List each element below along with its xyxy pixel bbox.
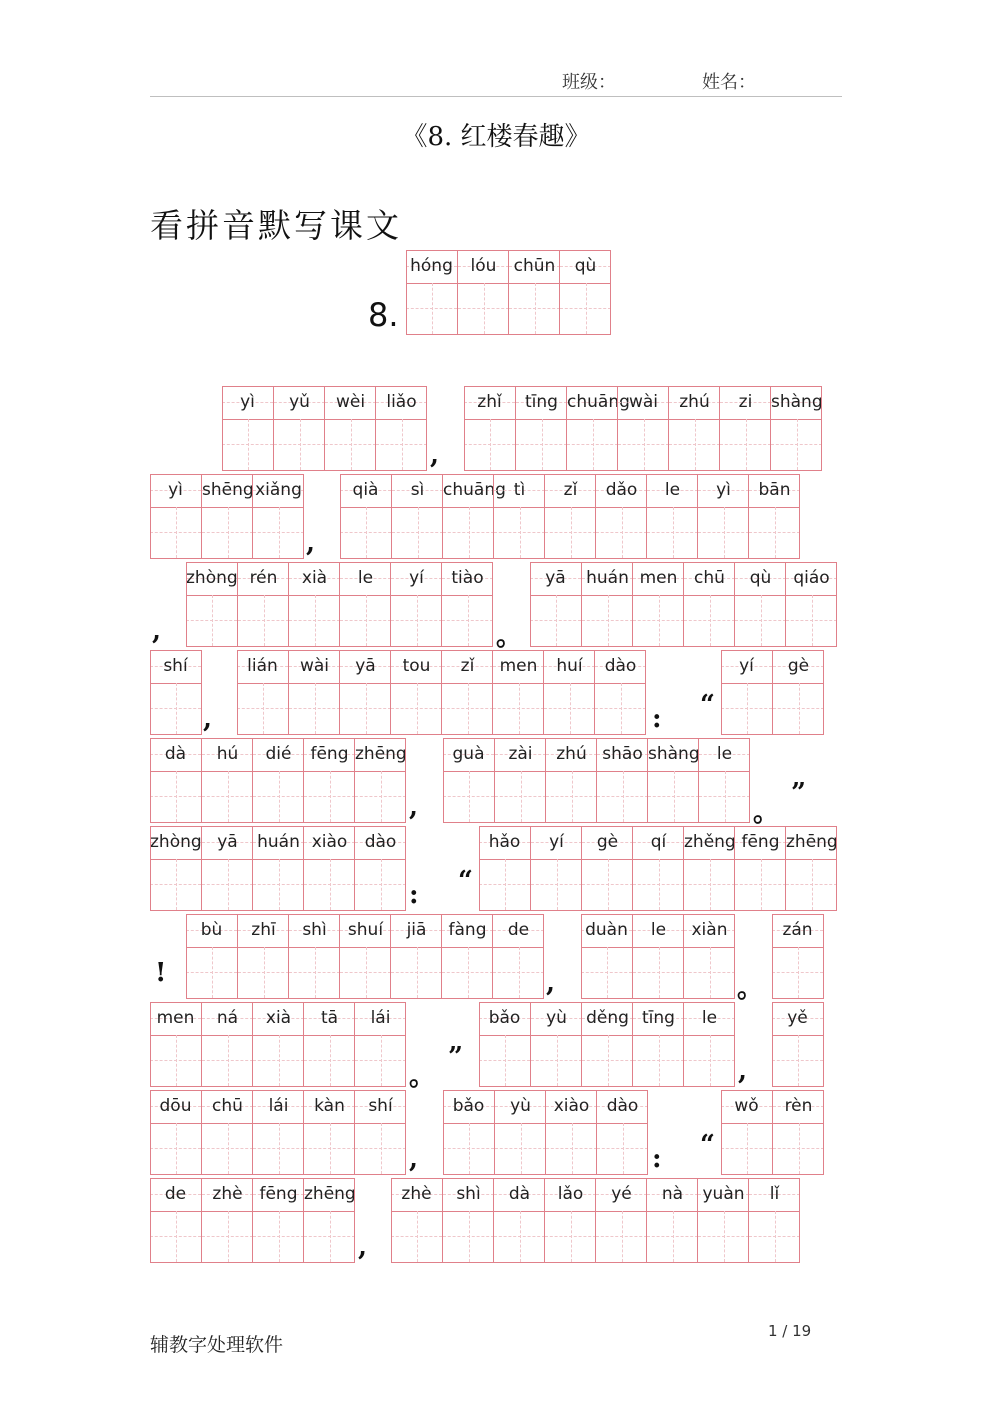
punctuation-mark: : <box>652 1144 662 1174</box>
punctuation-mark: : <box>409 880 419 910</box>
pinyin-label: xiǎng <box>255 480 302 500</box>
name-label: 姓名： <box>702 72 756 93</box>
pinyin-label: yǔ <box>289 392 310 412</box>
punctuation-mark: , <box>430 440 440 470</box>
grid-frame <box>772 1002 824 1087</box>
pinyin-label: rèn <box>784 1096 813 1116</box>
grid-frame <box>150 738 406 823</box>
pinyin-label: guà <box>452 744 485 764</box>
pinyin-label: yí <box>739 656 754 676</box>
pinyin-label: shēng <box>202 480 254 500</box>
grid-group <box>581 914 735 999</box>
pinyin-label: bǎo <box>488 1008 521 1028</box>
pinyin-label: chū <box>694 568 725 588</box>
pinyin-label: yì <box>716 480 731 500</box>
pinyin-label: kàn <box>314 1096 345 1116</box>
pinyin-label: wài <box>299 656 330 676</box>
pinyin-label: zhěng <box>684 832 736 852</box>
pinyin-label: yù <box>546 1008 567 1028</box>
pinyin-label: le <box>650 920 667 940</box>
pinyin-label: nà <box>661 1184 684 1204</box>
grid-frame <box>443 738 750 823</box>
pinyin-label: zhè <box>212 1184 243 1204</box>
grid-frame <box>150 650 202 735</box>
pinyin-label: dà <box>508 1184 531 1204</box>
pinyin-label: zhēng <box>304 1184 356 1204</box>
pinyin-label: shuí <box>347 920 384 940</box>
pinyin-label: zhú <box>679 392 710 412</box>
punctuation-mark: 。 <box>737 974 764 1004</box>
pinyin-label: zài <box>508 744 533 764</box>
pinyin-label: fēng <box>741 832 780 852</box>
pinyin-label: zán <box>782 920 813 940</box>
pinyin-label: yí <box>409 568 424 588</box>
pinyin-label: xià <box>301 568 328 588</box>
pinyin-label: yù <box>510 1096 531 1116</box>
pinyin-label: yā <box>355 656 376 676</box>
pinyin-label: tīng <box>525 392 558 412</box>
grid-frame <box>391 1178 800 1263</box>
grid-frame <box>150 826 406 911</box>
pinyin-label: tou <box>402 656 431 676</box>
pinyin-label: shí <box>368 1096 393 1116</box>
grid-frame <box>186 914 544 999</box>
pinyin-label: men <box>156 1008 195 1028</box>
header-divider <box>150 96 842 97</box>
pinyin-label: huán <box>586 568 629 588</box>
pinyin-label: shì <box>456 1184 481 1204</box>
grid-group <box>237 650 646 735</box>
punctuation-mark: , <box>409 792 419 822</box>
pinyin-label: wǒ <box>734 1096 759 1116</box>
pinyin-label: bù <box>200 920 223 940</box>
grid-frame <box>406 250 611 335</box>
pinyin-label: shàng <box>648 744 700 764</box>
pinyin-label: lái <box>268 1096 289 1116</box>
pinyin-label: shàng <box>771 392 823 412</box>
pinyin-label: yí <box>549 832 564 852</box>
grid-frame <box>150 1178 355 1263</box>
pinyin-label: lǐ <box>769 1184 780 1204</box>
grid-group <box>772 1002 824 1087</box>
pinyin-label: hóng <box>410 256 453 276</box>
punctuation-mark: 。 <box>409 1062 436 1092</box>
pinyin-label: tā <box>320 1008 339 1028</box>
pinyin-label: ná <box>216 1008 239 1028</box>
pinyin-label: yā <box>217 832 238 852</box>
section-heading: 看拼音默写课文 <box>150 206 402 245</box>
pinyin-label: le <box>664 480 681 500</box>
grid-group <box>150 1178 355 1263</box>
pinyin-label: gè <box>596 832 619 852</box>
class-label: 班级： <box>562 72 616 93</box>
grid-group <box>443 738 750 823</box>
pinyin-label: sì <box>410 480 425 500</box>
grid-group <box>721 1090 824 1175</box>
pinyin-label: yā <box>545 568 566 588</box>
pinyin-label: xiào <box>311 832 348 852</box>
pinyin-label: dōu <box>159 1096 192 1116</box>
pinyin-label: chū <box>212 1096 243 1116</box>
grid-frame <box>150 1090 406 1175</box>
grid-frame <box>721 650 824 735</box>
grid-frame <box>150 1002 406 1087</box>
grid-group-title <box>406 250 611 335</box>
punctuation-mark: , <box>738 1056 748 1086</box>
punctuation-mark: : <box>652 704 662 734</box>
pinyin-label: dào <box>364 832 397 852</box>
pinyin-label: duàn <box>585 920 628 940</box>
grid-group <box>443 1090 648 1175</box>
grid-frame <box>479 1002 735 1087</box>
pinyin-label: qí <box>650 832 667 852</box>
grid-frame <box>464 386 822 471</box>
punctuation-mark: 。 <box>753 798 780 828</box>
grid-group <box>186 914 544 999</box>
pinyin-label: chuāng <box>443 480 506 500</box>
pinyin-label: zhú <box>556 744 587 764</box>
punctuation-mark: , <box>546 968 556 998</box>
grid-group <box>150 1002 406 1087</box>
punctuation-mark: 。 <box>496 622 523 652</box>
grid-frame <box>186 562 493 647</box>
pinyin-label: yì <box>240 392 255 412</box>
grid-group <box>150 1090 406 1175</box>
pinyin-label: qiáo <box>793 568 830 588</box>
punctuation-mark: , <box>203 704 213 734</box>
pinyin-label: de <box>507 920 530 940</box>
pinyin-label: tì <box>513 480 526 500</box>
grid-group <box>340 474 800 559</box>
pinyin-label: lái <box>370 1008 391 1028</box>
grid-frame <box>530 562 837 647</box>
pinyin-label: hǎo <box>488 832 521 852</box>
grid-frame <box>443 1090 648 1175</box>
pinyin-label: yì <box>168 480 183 500</box>
pinyin-label: men <box>499 656 538 676</box>
punctuation-mark: , <box>306 528 316 558</box>
pinyin-label: dào <box>604 656 637 676</box>
grid-frame <box>479 826 837 911</box>
punctuation-mark: , <box>409 1144 419 1174</box>
pinyin-label: wèi <box>335 392 366 412</box>
pinyin-label: wài <box>628 392 659 412</box>
grid-group <box>150 826 406 911</box>
pinyin-label: lǎo <box>557 1184 584 1204</box>
pinyin-label: yě <box>787 1008 808 1028</box>
grid-group <box>530 562 837 647</box>
pinyin-label: le <box>716 744 733 764</box>
grid-frame <box>340 474 800 559</box>
grid-group <box>772 914 824 999</box>
punctuation-mark: “ <box>700 690 715 720</box>
grid-group <box>150 650 202 735</box>
pinyin-label: fēng <box>259 1184 298 1204</box>
pinyin-label: yuàn <box>702 1184 745 1204</box>
punctuation-mark: ” <box>448 1042 463 1072</box>
grid-frame <box>150 474 304 559</box>
pinyin-label: huán <box>257 832 300 852</box>
pinyin-label: rén <box>249 568 278 588</box>
pinyin-label: zhēng <box>355 744 407 764</box>
grid-group <box>479 1002 735 1087</box>
punctuation-mark: , <box>152 616 162 646</box>
pinyin-label: qù <box>749 568 772 588</box>
grid-frame <box>721 1090 824 1175</box>
pinyin-label: zhī <box>251 920 276 940</box>
pinyin-label: bān <box>758 480 791 500</box>
grid-group <box>222 386 427 471</box>
pinyin-label: shāo <box>602 744 643 764</box>
page-title: 《8. 红楼春趣》 <box>401 122 591 152</box>
pinyin-label: zhè <box>401 1184 432 1204</box>
pinyin-label: jiā <box>406 920 427 940</box>
pinyin-label: tiào <box>451 568 484 588</box>
pinyin-label: xiào <box>553 1096 590 1116</box>
grid-frame <box>772 914 824 999</box>
pinyin-label: le <box>357 568 374 588</box>
grid-group <box>479 826 837 911</box>
pinyin-label: men <box>639 568 678 588</box>
pinyin-label: dié <box>265 744 292 764</box>
pinyin-label: yé <box>611 1184 632 1204</box>
pinyin-label: le <box>701 1008 718 1028</box>
pinyin-label: bǎo <box>452 1096 485 1116</box>
pinyin-label: hú <box>216 744 239 764</box>
pinyin-label: zhòng <box>150 832 202 852</box>
pinyin-label: qià <box>352 480 379 500</box>
pinyin-label: lián <box>247 656 278 676</box>
pinyin-label: shì <box>302 920 327 940</box>
pinyin-label: liǎo <box>386 392 417 412</box>
grid-frame <box>237 650 646 735</box>
pinyin-label: xià <box>265 1008 292 1028</box>
punctuation-mark: ! <box>155 958 167 988</box>
lesson-number: 8. <box>368 296 399 334</box>
page-number: 1 / 19 <box>768 1322 812 1340</box>
pinyin-label: lóu <box>470 256 497 276</box>
punctuation-mark: , <box>358 1232 368 1262</box>
grid-group <box>464 386 822 471</box>
pinyin-label: zhòng <box>186 568 238 588</box>
footer-software-name: 辅教字处理软件 <box>150 1334 284 1356</box>
grid-group <box>391 1178 800 1263</box>
pinyin-label: zi <box>738 392 753 412</box>
pinyin-label: tīng <box>642 1008 675 1028</box>
punctuation-mark: “ <box>458 866 473 896</box>
pinyin-label: zhēng <box>786 832 838 852</box>
pinyin-label: fēng <box>310 744 349 764</box>
punctuation-mark: “ <box>700 1130 715 1160</box>
pinyin-label: dà <box>164 744 187 764</box>
grid-group <box>721 650 824 735</box>
punctuation-mark: ” <box>791 778 806 808</box>
pinyin-label: de <box>164 1184 187 1204</box>
grid-frame <box>222 386 427 471</box>
pinyin-label: gè <box>787 656 810 676</box>
grid-frame <box>581 914 735 999</box>
pinyin-label: zǐ <box>563 480 578 500</box>
grid-group <box>186 562 493 647</box>
pinyin-label: dào <box>606 1096 639 1116</box>
pinyin-label: dǎo <box>605 480 638 500</box>
pinyin-label: xiàn <box>691 920 728 940</box>
pinyin-label: chūn <box>513 256 556 276</box>
pinyin-label: chuāng <box>567 392 630 412</box>
pinyin-label: huí <box>556 656 583 676</box>
pinyin-label: qù <box>574 256 597 276</box>
pinyin-label: fàng <box>448 920 487 940</box>
pinyin-label: děng <box>586 1008 629 1028</box>
pinyin-label: zǐ <box>460 656 475 676</box>
grid-group <box>150 474 304 559</box>
pinyin-label: shí <box>163 656 188 676</box>
pinyin-label: zhǐ <box>477 392 502 412</box>
grid-group <box>150 738 406 823</box>
